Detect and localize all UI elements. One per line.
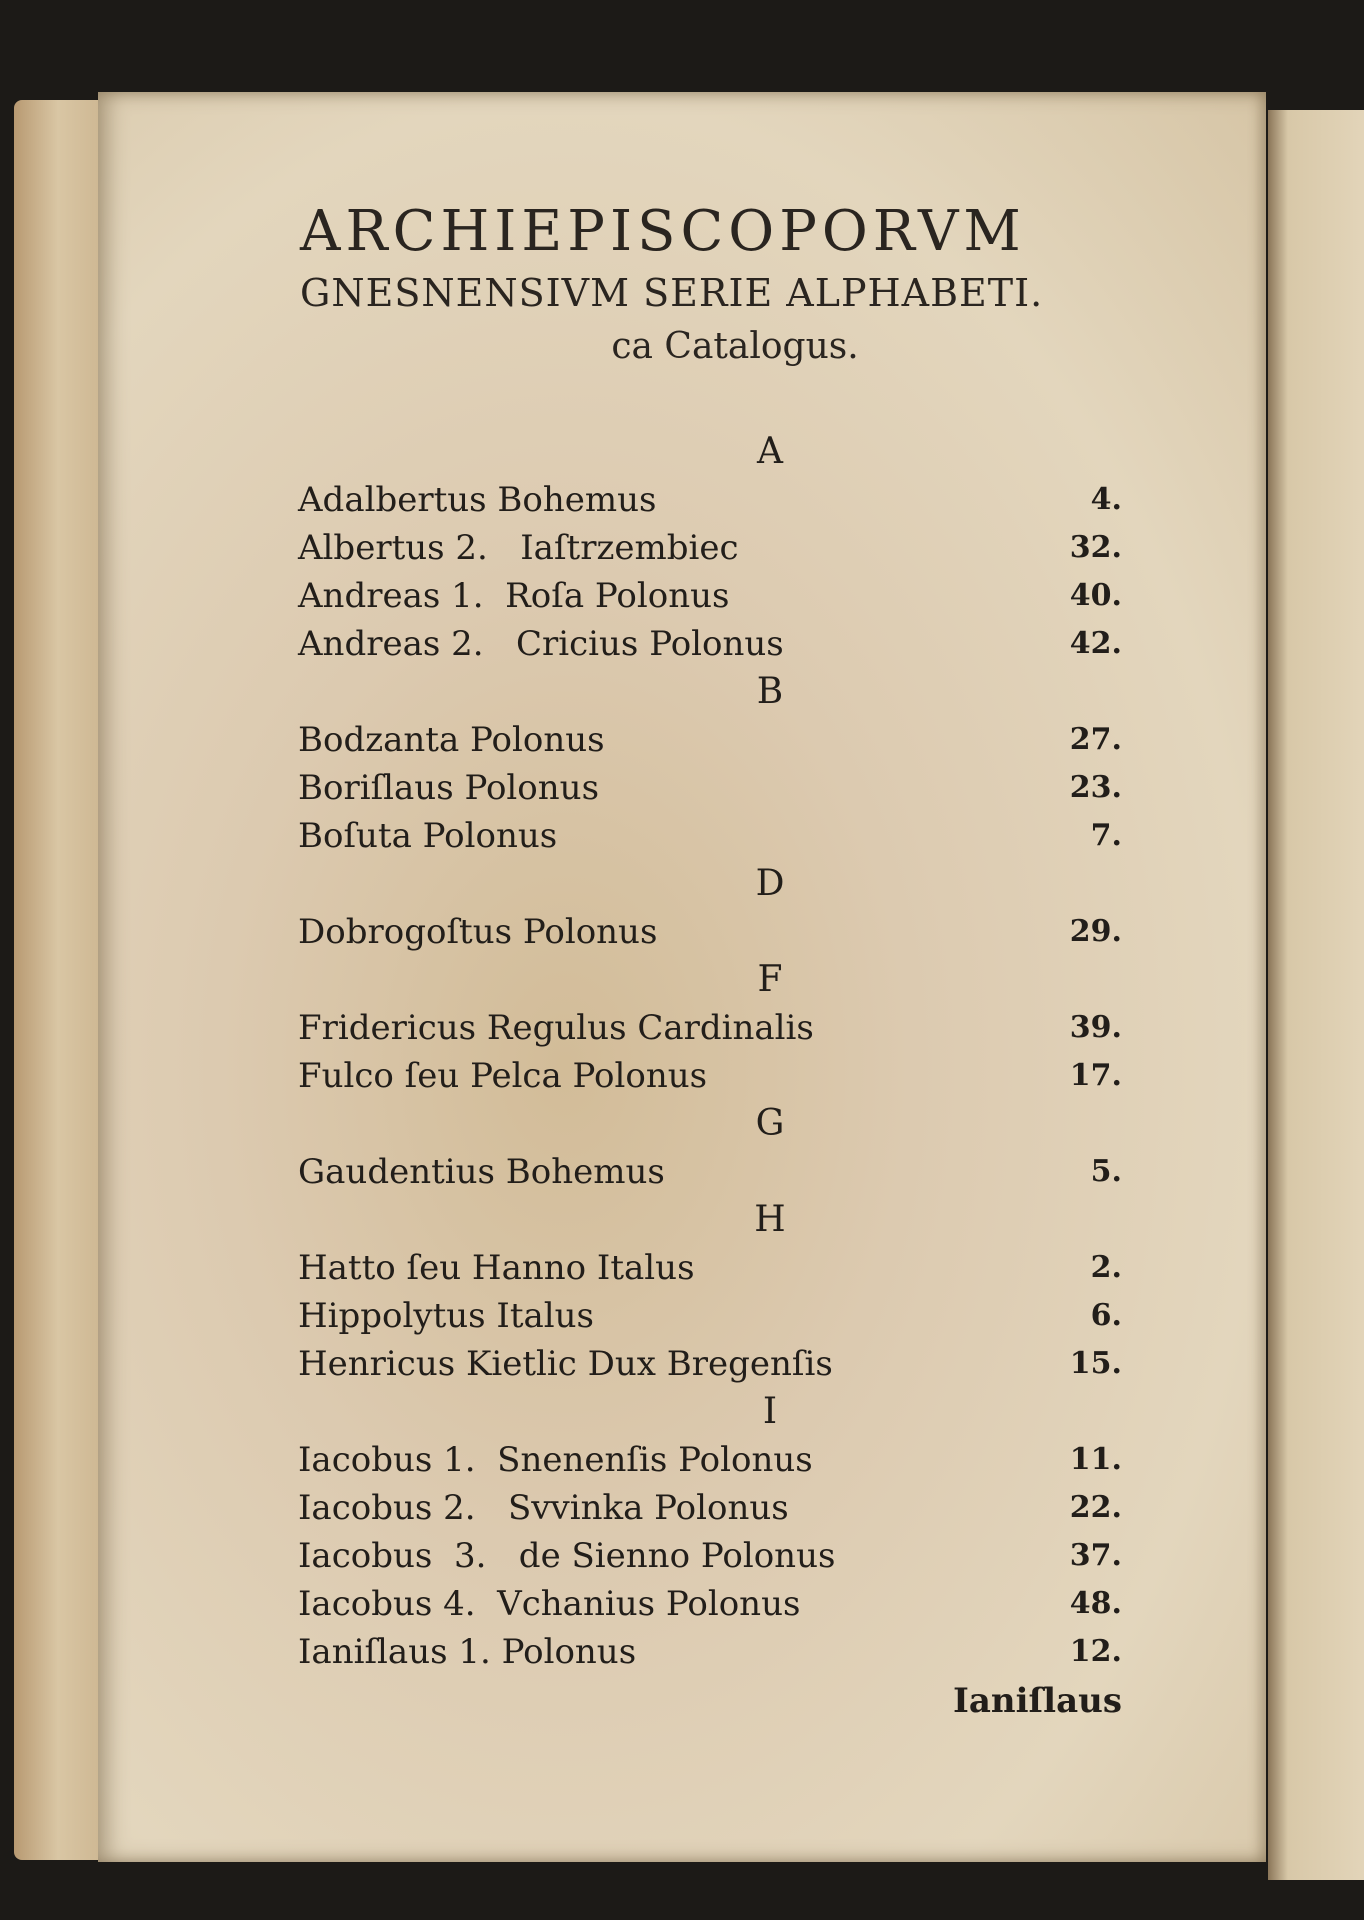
- entry-name: Fridericus Regulus Cardinalis: [298, 1008, 814, 1048]
- entry-page-number: 12.: [1069, 1634, 1122, 1669]
- entry-name: Iacobus 1. Snenenſis Polonus: [298, 1440, 813, 1480]
- index-entry: [298, 716, 1122, 764]
- entry-page-number: 22.: [1069, 1490, 1122, 1525]
- entry-name: Iacobus 2. Svvinka Polonus: [298, 1488, 789, 1528]
- index-entry: [298, 908, 1122, 956]
- index-entry: [298, 1244, 1122, 1292]
- title-line-3: ca Catalogus.: [611, 326, 859, 367]
- index-entry: [298, 1436, 1122, 1484]
- index-entry: [298, 1148, 1122, 1196]
- entry-name: Boriſlaus Polonus: [298, 768, 600, 808]
- index-entry: [298, 1484, 1122, 1532]
- entry-name: Iacobus 4. Vchanius Polonus: [298, 1584, 801, 1624]
- index-entry: [298, 1628, 1122, 1676]
- entry-name: Bodzanta Polonus: [298, 720, 605, 760]
- entry-page-number: 6.: [1090, 1298, 1122, 1333]
- page-title: [300, 200, 1130, 372]
- entry-name: Hatto ſeu Hanno Italus: [298, 1248, 695, 1288]
- entry-page-number: 5.: [1090, 1154, 1122, 1189]
- index-entry: [298, 1292, 1122, 1340]
- entry-name: Gaudentius Bohemus: [298, 1152, 665, 1192]
- index-entry: [298, 1532, 1122, 1580]
- entry-name: Andreas 1. Roſa Polonus: [298, 576, 730, 616]
- index-entry: [298, 764, 1122, 812]
- entry-name: Boſuta Polonus: [298, 816, 558, 856]
- entry-page-number: 40.: [1069, 578, 1122, 613]
- entry-name: Andreas 2. Cricius Polonus: [298, 624, 784, 664]
- entry-name: Adalbertus Bohemus: [298, 480, 657, 520]
- entry-page-number: 32.: [1069, 530, 1122, 565]
- index-entry: [298, 572, 1122, 620]
- section-letter: H: [754, 1199, 786, 1240]
- index-entry: [298, 620, 1122, 668]
- entry-page-number: 39.: [1069, 1010, 1122, 1045]
- entry-page-number: 17.: [1069, 1058, 1122, 1093]
- entry-page-number: 23.: [1069, 770, 1122, 805]
- entry-page-number: 27.: [1069, 722, 1122, 757]
- section-letter: I: [762, 1391, 778, 1432]
- index-entry: [298, 1580, 1122, 1628]
- facing-page: [1268, 110, 1364, 1880]
- section-letter: A: [757, 431, 783, 472]
- entry-name: Henricus Kietlic Dux Bregenſis: [298, 1344, 833, 1384]
- entry-name: Albertus 2. Iaſtrzembiec: [298, 528, 739, 568]
- index-entry: [298, 1052, 1122, 1100]
- entry-page-number: 7.: [1090, 818, 1122, 853]
- entry-name: Dobrogoſtus Polonus: [298, 912, 658, 952]
- index-list: [298, 428, 1122, 1726]
- entry-page-number: 15.: [1069, 1346, 1122, 1381]
- catchword: Ianiſlaus: [952, 1681, 1122, 1721]
- index-entry: [298, 1340, 1122, 1388]
- entry-page-number: 29.: [1069, 914, 1122, 949]
- entry-page-number: 2.: [1090, 1250, 1122, 1285]
- section-letter: D: [755, 863, 785, 904]
- entry-name: Iacobus 3. de Sienno Polonus: [298, 1536, 836, 1576]
- entry-name: Hippolytus Italus: [298, 1296, 595, 1336]
- entry-page-number: 48.: [1069, 1586, 1122, 1621]
- title-line-1: ARCHIEPISCOPORVM: [300, 199, 1026, 264]
- index-entry: [298, 1004, 1122, 1052]
- index-entry: [298, 524, 1122, 572]
- index-entry: [298, 812, 1122, 860]
- section-letter: B: [756, 671, 784, 712]
- entry-name: Ianiſlaus 1. Polonus: [298, 1632, 637, 1672]
- entry-page-number: 42.: [1069, 626, 1122, 661]
- title-line-2: GNESNENSIVM SERIE ALPHABETI.: [300, 271, 1044, 315]
- entry-page-number: 11.: [1069, 1442, 1122, 1477]
- index-entry: [298, 476, 1122, 524]
- entry-name: Fulco ſeu Pelca Polonus: [298, 1056, 708, 1096]
- entry-page-number: 37.: [1069, 1538, 1122, 1573]
- section-letter: F: [757, 959, 783, 1000]
- section-letter: G: [755, 1103, 785, 1144]
- entry-page-number: 4.: [1090, 482, 1122, 517]
